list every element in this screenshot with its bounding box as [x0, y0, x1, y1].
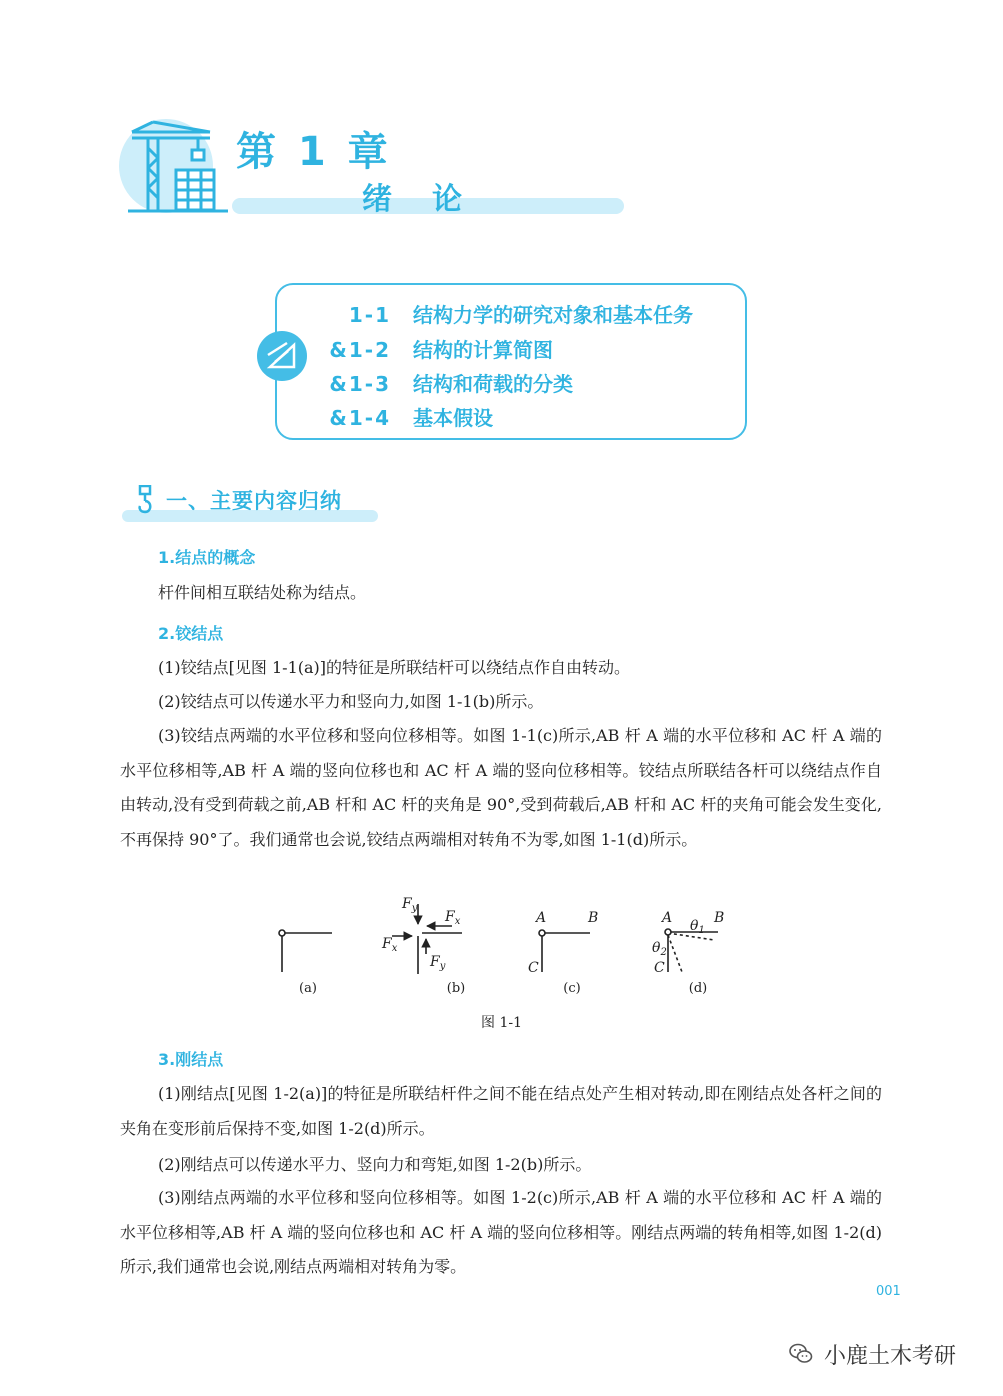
- angle-label-theta1: $\theta_1$: [690, 918, 705, 936]
- wechat-icon: [788, 1341, 814, 1367]
- toc-item[interactable]: [291, 368, 573, 397]
- diagram-d-rotation: [665, 929, 718, 972]
- point-label-b: B: [714, 910, 725, 926]
- subheading-joint-concept: 1.结点的概念: [158, 548, 256, 567]
- paragraph: 杆件间相互联结处称为结点。: [158, 583, 367, 602]
- paragraph: (2)刚结点可以传递水平力、竖向力和弯矩,如图 1-2(b)所示。: [158, 1155, 592, 1174]
- point-label-b: B: [588, 910, 599, 926]
- chapter-title: 第 1 章: [236, 129, 392, 175]
- point-label-c: C: [654, 960, 665, 976]
- figure-1-1: [262, 894, 742, 1004]
- toc-item-label: 结构力学的研究对象和基本任务: [413, 303, 693, 327]
- subfigure-label-c: (c): [563, 981, 581, 996]
- point-label-c: C: [528, 960, 539, 976]
- force-label-fy-bottom: $F_y$: [430, 954, 446, 972]
- force-label-fx-right: $F_x$: [445, 909, 461, 927]
- chapter-header: [118, 118, 638, 228]
- subfigure-label-d: (d): [688, 981, 708, 996]
- section-toc-box: [275, 283, 747, 440]
- toc-item-label: 结构和荷载的分类: [413, 372, 573, 396]
- page-number: 001: [876, 1284, 901, 1299]
- point-label-a: A: [536, 910, 547, 926]
- section-title: 一、主要内容归纳: [166, 489, 342, 513]
- angle-label-theta2: $\theta_2$: [652, 940, 667, 958]
- section-heading: [122, 483, 382, 523]
- diagram-a-hinge: [279, 930, 332, 972]
- subheading-rigid-joint: 3.刚结点: [158, 1050, 224, 1069]
- subfigure-label-b: (b): [446, 981, 466, 996]
- watermark-text: 小鹿土木考研: [824, 1343, 957, 1369]
- diagram-c-displacement: [539, 930, 590, 972]
- toc-item-label: 基本假设: [413, 406, 493, 430]
- watermark: [788, 1339, 956, 1369]
- figure-caption: 图 1-1: [481, 1015, 522, 1031]
- force-label-fy-top: $F_y$: [402, 896, 418, 914]
- toc-item[interactable]: [291, 334, 553, 363]
- paragraph: (1)铰结点[见图 1-1(a)]的特征是所联结杆可以绕结点作自由转动。: [158, 658, 631, 677]
- toc-item-number: &1-3: [329, 372, 391, 396]
- subfigure-label-a: (a): [299, 981, 317, 996]
- subheading-hinged-joint: 2.铰结点: [158, 624, 224, 643]
- paragraph: (2)铰结点可以传递水平力和竖向力,如图 1-1(b)所示。: [158, 692, 544, 711]
- toc-item-number: &1-4: [329, 406, 391, 430]
- paragraph: (3)铰结点两端的水平位移和竖向位移相等。如图 1-1(c)所示,AB 杆 A 端的水平位移和 AC 杆 A 端的水平位移相等,AB 杆 A 端的竖向位移也和 AC 杆 A 端的竖向位移相等。铰结点所联结各杆可以绕结点作自由转动,没有受到荷载之前,AB 杆和 AC 杆的夹角是 90°,受到荷载后,AB 杆和 AC 杆的夹角可能会发生变化,不再保持 90°了。我们通常也会说,铰结点两端相对转角不为零,如图 1-1(d)所示。: [120, 726, 882, 849]
- point-label-a: A: [662, 910, 673, 926]
- crane-hook-icon: [134, 485, 156, 515]
- paragraph: (3)刚结点两端的水平位移和竖向位移相等。如图 1-2(c)所示,AB 杆 A 端的水平位移和 AC 杆 A 端的水平位移相等,AB 杆 A 端的竖向位移也和 AC 杆 A 端的竖向位移相等。刚结点两端的转角相等,如图 1-2(d)所示,我们通常也会说,刚结点两端相对转角为零。: [120, 1188, 882, 1276]
- toc-item[interactable]: [291, 299, 693, 328]
- toc-item-number: &1-2: [329, 338, 391, 362]
- crane-building-icon: [118, 118, 228, 218]
- paragraph: (1)刚结点[见图 1-2(a)]的特征是所联结杆件之间不能在结点处产生相对转动,即在刚结点处各杆之间的夹角在变形前后保持不变,如图 1-2(d)所示。: [120, 1084, 882, 1138]
- toc-item-label: 结构的计算简图: [413, 338, 553, 362]
- chapter-subtitle: 绪论: [362, 182, 502, 217]
- toc-item[interactable]: [291, 402, 493, 431]
- force-label-fx-left: $F_x$: [382, 936, 398, 954]
- toc-item-number: 1-1: [348, 303, 391, 327]
